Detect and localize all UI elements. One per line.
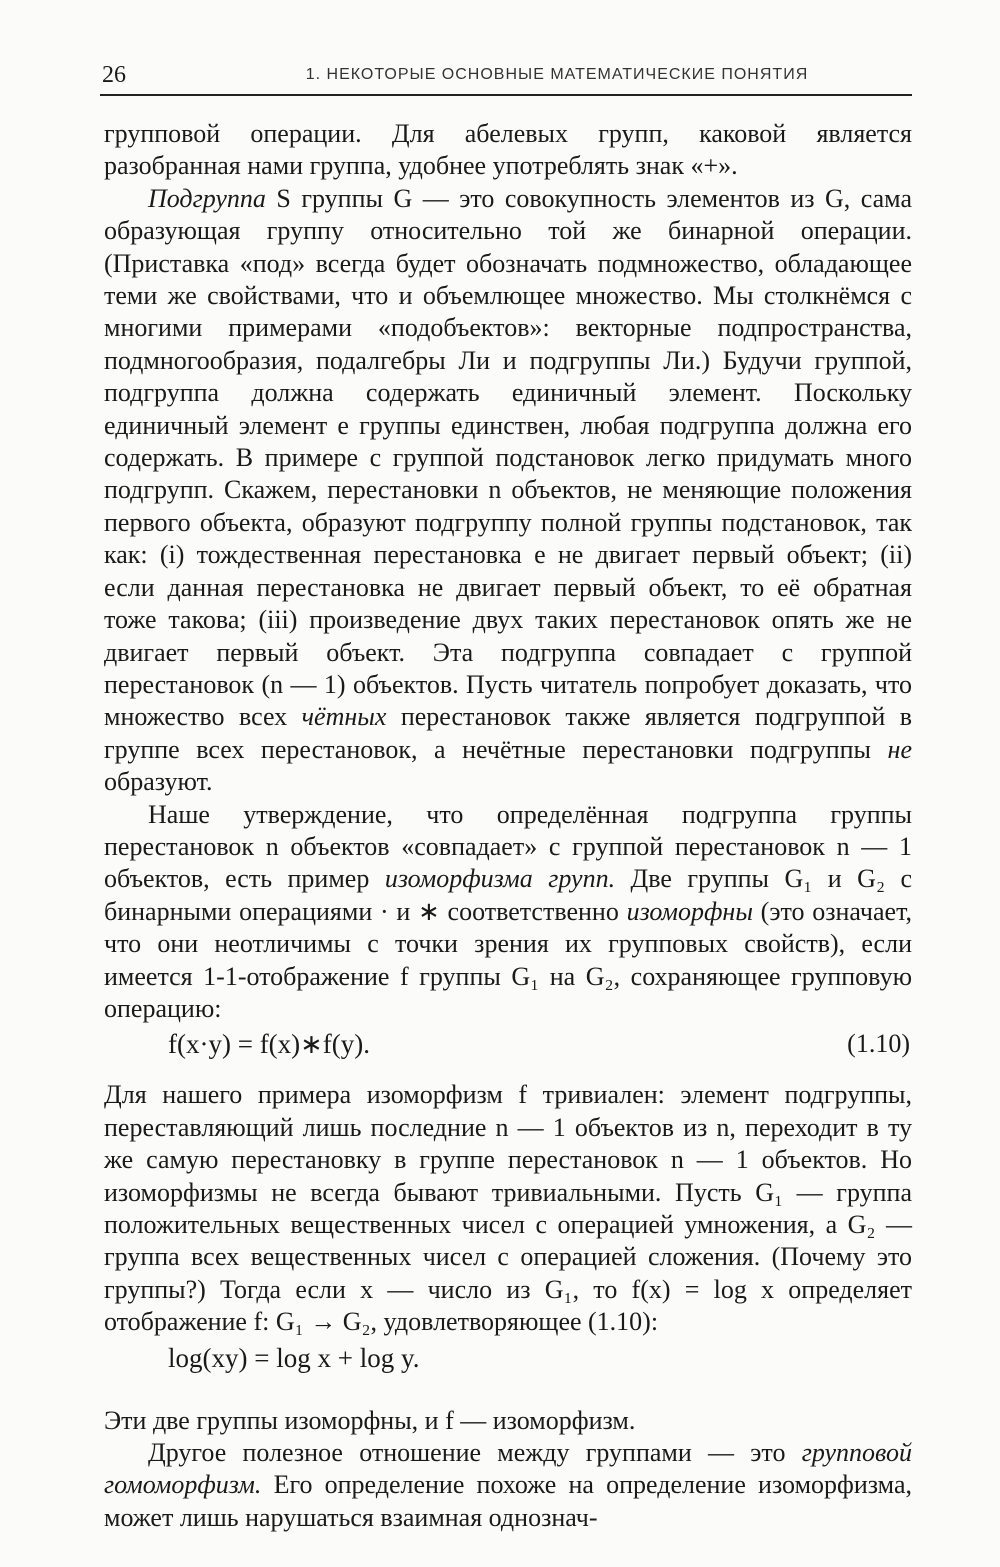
equation-1-10 xyxy=(104,1029,912,1069)
paragraph-2-text-a: S группы G — это совокупность элементов из G, сама образующая группу относительно той же бинарной операции. (Приставка «под» всегда будет обозначать подмножество, обладающее теми же свойствами, что и объемлющее множество. Мы столкнёмся с многими примерами «подобъектов»: векторные подпространства, подмногообразия, подалгебры Ли и подгруппы Ли.) Будучи группой, подгруппа должна содержать единичный элемент. Поскольку единичный элемент e группы единствен, любая подгруппа должна его содержать. В примере с группой подстановок легко придумать много подгрупп. Скажем, перестановки n объектов, не меняющие положения первого объекта, образуют подгруппу полной группы подстановок, так как: (i) тождественная перестановка e не двигает первый объект; (ii) если данная перестановка не двигает первый объект, то её обратная тоже такова; (iii) произведение двух таких перестановок опять же не двигает первый объект. Эта подгруппа совпадает с группой перестановок (n — 1) объектов. Пусть читатель попробует доказать, что множество всех xyxy=(104,183,912,732)
term-even: чётных xyxy=(301,702,387,732)
equation-1-10-number: (1.10) xyxy=(847,1029,910,1059)
equation-log-formula: log(xy) = log x + log y. xyxy=(168,1342,420,1373)
page-header xyxy=(100,58,912,96)
paragraph-4-example xyxy=(104,1079,912,1338)
paragraph-2-text-c: образуют. xyxy=(104,767,213,797)
paragraph-6-text-b: Его определение похоже на определение изоморфизма, может лишь нарушаться взаимная однознач- xyxy=(104,1470,912,1532)
paragraph-3-text-a: Наше утверждение, что определённая подгруппа группы перестановок n объектов «совпадает» с группой перестановок n — 1 объектов, есть пример xyxy=(104,799,912,894)
paragraph-6-homomorphism xyxy=(104,1437,912,1534)
equation-log xyxy=(104,1343,912,1383)
page-number: 26 xyxy=(102,62,126,88)
paragraph-3-text-c: (это означает, что они неотличимы с точки зрения их групповых свойств), если имеется 1-1-отображение f группы G₁ на G₂, сохраняющее групповую операцию: xyxy=(104,896,912,1023)
paragraph-3-text-b: Две группы G₁ и G₂ с бинарными операциями · и ∗ соответственно xyxy=(104,864,913,926)
term-subgroup: Подгруппа xyxy=(148,183,266,213)
term-isomorphic: изоморфны xyxy=(626,896,753,926)
paragraph-2-subgroup xyxy=(104,183,912,799)
page-body xyxy=(104,118,912,1534)
paragraph-3-isomorphism xyxy=(104,799,912,1026)
paragraph-6-text-a: Другое полезное отношение между группами — это xyxy=(148,1438,802,1468)
paragraph-1 xyxy=(104,118,912,183)
paragraph-5-text: Эти две группы изоморфны, и f — изоморфизм. xyxy=(104,1405,636,1435)
paragraph-5 xyxy=(104,1405,912,1437)
term-group-isomorphism: изоморфизма групп. xyxy=(384,864,616,894)
paragraph-4-text: Для нашего примера изоморфизм f тривиален: элемент подгруппы, переставляющий лишь последние n — 1 объектов из n, переходит в ту же самую перестановку в группе перестановок n — 1 объектов. Но изоморфизмы не всегда бывают тривиальными. Пусть G₁ — группа положительных вещественных чисел с операцией умножения, а G₂ — группа всех вещественных чисел с операцией сложения. (Почему это группы?) Тогда если x — число из G₁, то f(x) = log x определяет отображение f: G₁ → G₂, удовлетворяющее (1.10): xyxy=(104,1080,912,1337)
term-group-homomorphism: групповой гомоморфизм. xyxy=(104,1438,912,1500)
paragraph-2-text-b: перестановок также является подгруппой в группе всех перестановок, а нечётные перестановки подгруппы xyxy=(104,702,912,764)
equation-1-10-formula: f(x·y) = f(x)∗f(y). xyxy=(168,1029,371,1060)
term-not: не xyxy=(887,734,912,764)
paragraph-1-text: групповой операции. Для абелевых групп, каковой является разобранная нами группа, удобнее употреблять знак «+». xyxy=(104,119,912,181)
running-title: 1. НЕКОТОРЫЕ ОСНОВНЫЕ МАТЕМАТИЧЕСКИЕ ПОНЯТИЯ xyxy=(305,66,809,83)
